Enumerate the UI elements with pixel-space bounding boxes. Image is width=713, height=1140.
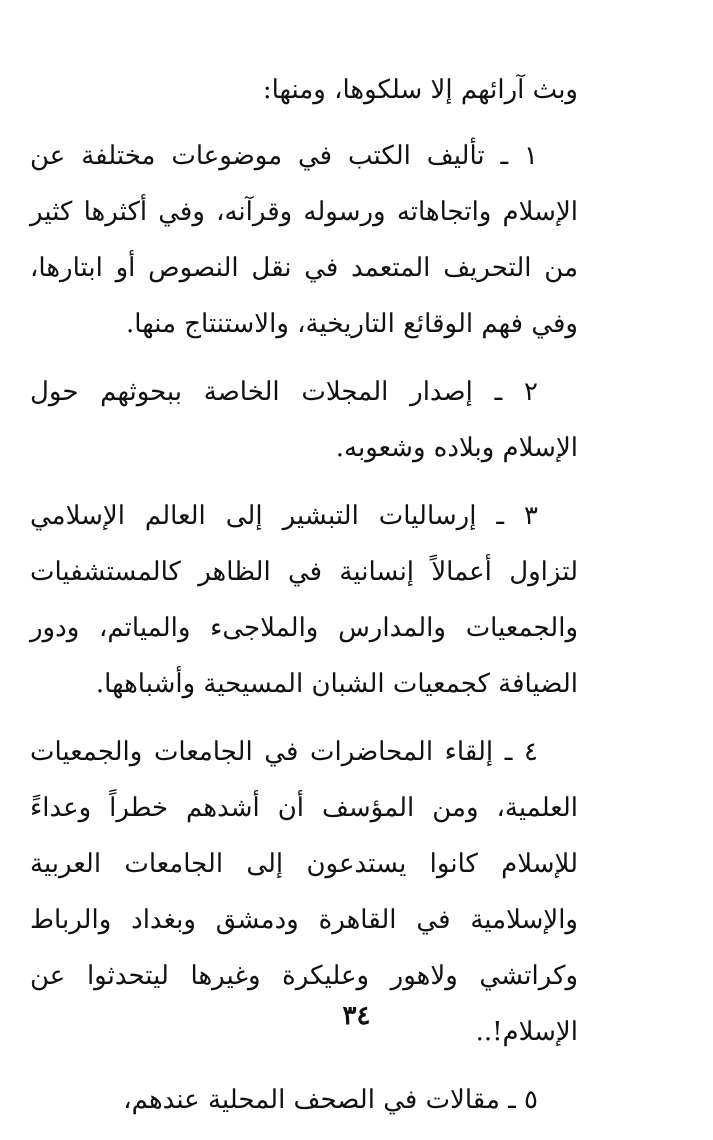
paragraph-intro: وبث آرائهم إلا سلكوها، ومنها: <box>262 75 578 105</box>
paragraph-item-3: ٣ ـ إرساليات التبشير إلى العالم الإسلامي لتزاول أعمالاً إنسانية في الظاهر كالمستشفيات والجمعيات والمدارس والملاجىء والمياتم، ودور الضيافة كجمعيات الشبان المسيحية وأشباهها. <box>30 501 578 699</box>
paragraph-item-1: ١ ـ تأليف الكتب في موضوعات مختلفة عن الإسلام واتجاهاته ورسوله وقرآنه، وفي أكثرها كثير من التحريف المتعمد في نقل النصوص أو ابتارها، وفي فهم الوقائع التاريخية، والاستنتاج منها. <box>30 141 578 339</box>
paragraph-item-5: ٥ ـ مقالات في الصحف المحلية عندهم، <box>123 1085 538 1115</box>
paragraph-item-2: ٢ ـ إصدار المجلات الخاصة ببحوثهم حول الإسلام وبلاده وشعوبه. <box>30 377 578 463</box>
page-number: ٣٤ <box>342 1001 371 1031</box>
page-body <box>30 62 578 1140</box>
paragraph-item-4: ٤ ـ إلقاء المحاضرات في الجامعات والجمعيات العلمية، ومن المؤسف أن أشدهم خطراً وعداءً للإسلام كانوا يستدعون إلى الجامعات العربية والإسلامية في القاهرة ودمشق وبغداد والرباط وكراتشي ولاهور وعليكرة وغيرها ليتحدثوا عن الإسلام!.. <box>30 737 578 1047</box>
